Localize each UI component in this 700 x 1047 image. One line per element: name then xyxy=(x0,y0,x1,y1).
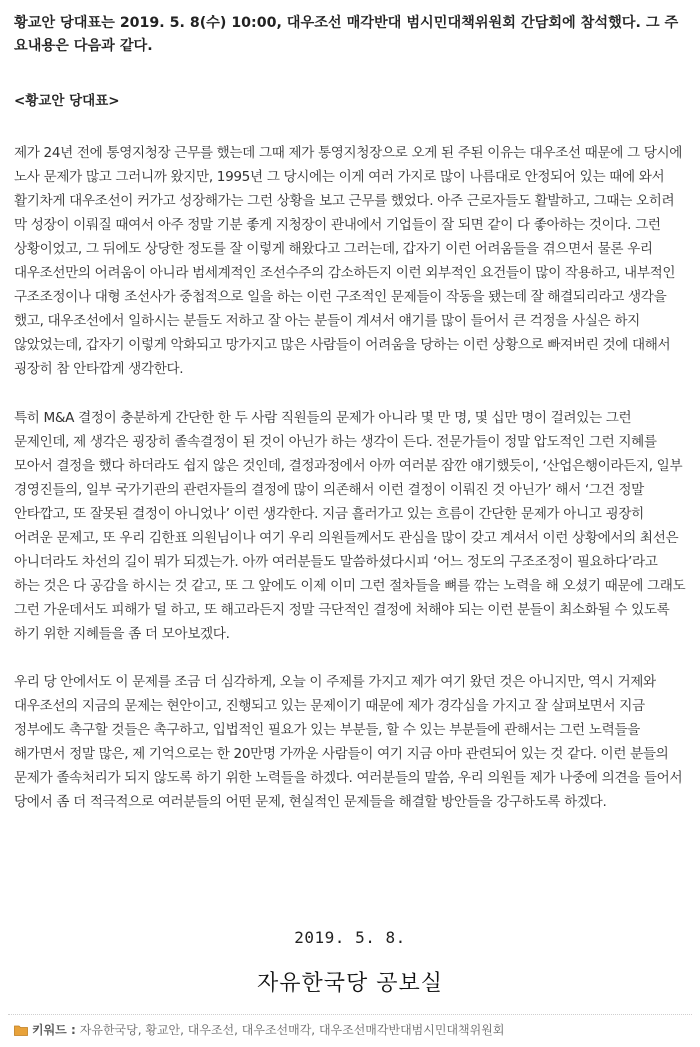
section-title: <황교안 당대표> xyxy=(14,93,120,109)
keywords-bar xyxy=(14,1021,504,1038)
keywords-label: 키워드 : xyxy=(32,1023,76,1037)
paragraph-1: 제가 24년 전에 통영지청장 근무를 했는데 그때 제가 통영지청장으로 오게 된 주된 이유는 대우조선 때문에 그 당시에 노사 문제가 많고 그러니까 왔지만, 1995년 그 당시에는 이게 여러 가지로 많이 나름대로 안정되어 있는 때에 와서 활기차게 대우조선이 커가고 성장해가는 그런 상황을 보고 근무를 했었다. 아주 근로자들도 활발하고, 그때는 오히려 막 성장이 이뤄질 때여서 아주 정말 기분 좋게 지청장이 관내에서 기업들이 잘 되면 같이 다 좋아하는 것이다. 그런 상황이었고, 그 뒤에도 상당한 정도를 잘 이렇게 해왔다고 그러는데, 갑자기 이런 어려움들을 겪으면서 물론 우리 대우조선만의 어려움이 아니라 범세계적인 조선수주의 감소하든지 이런 외부적인 요건들이 많이 작용하고, 내부적인 구조조정이나 대형 조선사가 중첩적으로 일을 하는 이런 구조적인 문제들이 작동을 됐는데 잘 해결되리라고 생각을 했고, 대우조선에서 일하시는 분들도 저하고 잘 아는 분들이 계셔서 얘기를 많이 들어서 큰 걱정을 사실은 하지 않았었는데, 갑자기 이렇게 악화되고 망가지고 많은 사람들이 어려움을 당하는 이런 상황으로 빠져버린 것에 대해서 굉장히 참 안타깝게 생각한다. xyxy=(14,145,683,377)
article xyxy=(14,12,686,814)
paragraph-2: 특히 M&A 결정이 충분하게 간단한 한 두 사람 직원들의 문제가 아니라 몇 만 명, 몇 십만 명이 걸려있는 그런 문제인데, 제 생각은 굉장히 졸속결정이 된 것이 아닌가 하는 생각이 든다. 전문가들이 정말 압도적인 그런 지혜를 모아서 결정을 했다 하더라도 쉽지 않은 것인데, 결정과정에서 아까 여러분 잠깐 얘기했듯이, ‘산업은행이라든지, 일부 경영진들의, 일부 국가기관의 관련자들의 결정에 많이 의존해서 이런 결정이 이뤄진 것 아닌가’ 해서 ‘그건 정말 안타깝고, 또 잘못된 결정이 아니었나’ 이런 생각한다. 지금 흘러가고 있는 흐름이 간단한 문제가 아니고 굉장히 어려운 문제고, 또 우리 김한표 의원님이나 여기 우리 의원들께서도 관심을 많이 갖고 계셔서 이런 상황에서의 최선은 아니더라도 차선의 길이 뭐가 되겠는가. 아까 여러분들도 말씀하셨다시피 ‘어느 정도의 구조조정이 필요하다’라고 하는 것은 다 공감을 하시는 것 같고, 또 그 앞에도 이제 이미 그런 절차들을 뼈를 깎는 노력을 해 오셨기 때문에 그래도 그런 가운데서도 피해가 덜 하고, 또 해고라든지 정말 극단적인 결정에 처해야 되는 이런 분들이 최소화될 수 있도록 하기 위한 지혜들을 좀 더 모아보겠다. xyxy=(14,410,686,642)
divider xyxy=(8,1014,692,1015)
organization-name: 자유한국당 공보실 xyxy=(256,971,443,996)
release-date: 2019. 5. 8. xyxy=(294,928,406,947)
keywords-list[interactable]: 자유한국당, 황교안, 대우조선, 대우조선매각, 대우조선매각반대범시민대책위원회 xyxy=(79,1023,505,1037)
paragraph-3: 우리 당 안에서도 이 문제를 조금 더 심각하게, 오늘 이 주제를 가지고 제가 여기 왔던 것은 아니지만, 역시 거제와 대우조선의 지금의 문제는 현안이고, 진행되고 있는 문제이기 때문에 제가 경각심을 가지고 잘 살펴보면서 지금 정부에도 촉구할 것들은 촉구하고, 입법적인 필요가 있는 부분들, 할 수 있는 부분들에 관해서는 그런 노력들을 해가면서 정말 많은, 제 기억으로는 한 20만명 가까운 사람들이 여기 지금 아마 관련되어 있는 것 같다. 이런 분들의 문제가 졸속처리가 되지 않도록 하기 위한 노력들을 하겠다. 여러분들의 말씀, 우리 의원들 제가 나중에 의견을 들어서 당에서 좀 더 적극적으로 여러분들의 어떤 문제, 현실적인 문제들을 해결할 방안들을 강구하도록 하겠다. xyxy=(14,674,683,810)
article-headline: 황교안 당대표는 2019. 5. 8(수) 10:00, 대우조선 매각반대 범시민대책위원회 간담회에 참석했다. 그 주요내용은 다음과 같다. xyxy=(14,15,679,54)
folder-icon xyxy=(14,1024,28,1036)
